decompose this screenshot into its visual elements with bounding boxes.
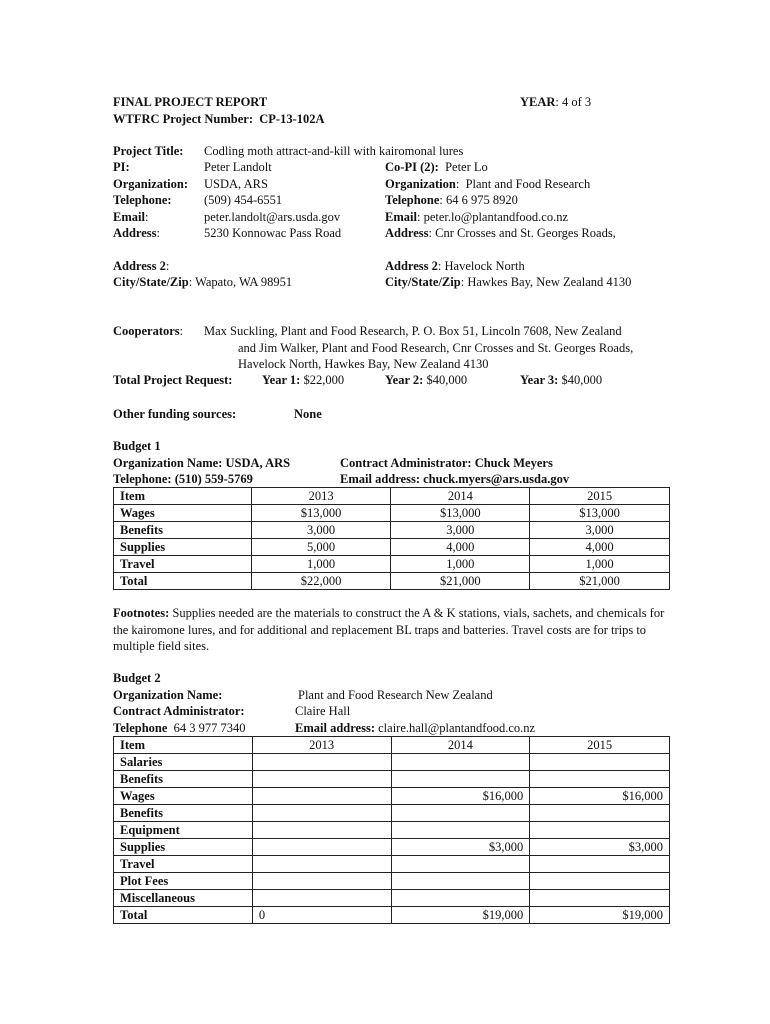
table-cell xyxy=(391,754,530,771)
copi-phone-line: Telephone: 64 6 975 8920 xyxy=(385,193,518,207)
table-cell: Total xyxy=(114,907,253,924)
year-label: YEAR xyxy=(520,95,556,109)
table-row xyxy=(114,890,670,907)
table-header-cell: Item xyxy=(114,737,253,754)
table-cell xyxy=(252,788,391,805)
table-row xyxy=(114,822,670,839)
copi-email-line: Email: peter.lo@plantandfood.co.nz xyxy=(385,210,569,224)
other-funding-value: None xyxy=(294,407,322,421)
copi-address-label: Address xyxy=(385,226,429,240)
pi-label-line: PI: xyxy=(113,160,130,174)
table-header-cell: 2015 xyxy=(530,488,670,505)
footnotes-label: Footnotes: xyxy=(113,606,170,620)
budget1-table xyxy=(113,487,670,590)
cooperators-line-3: Havelock North, Hawkes Bay, New Zealand 4130 xyxy=(238,357,489,371)
copi-address: Cnr Crosses and St. Georges Roads, xyxy=(435,226,616,240)
budget1-admin: Contract Administrator: Chuck Meyers xyxy=(340,456,553,470)
table-cell: Travel xyxy=(114,856,253,873)
report-title: FINAL PROJECT REPORT xyxy=(113,95,268,109)
year1-request xyxy=(262,372,344,388)
city-line: City/State/Zip: Wapato, WA 98951 xyxy=(113,275,293,289)
budget2-admin-label: Contract Administrator: xyxy=(113,704,245,718)
table-cell xyxy=(252,856,391,873)
budget1-org: Organization Name: USDA, ARS xyxy=(113,456,291,470)
table-cell: 1,000 xyxy=(251,556,391,573)
table-cell: 4,000 xyxy=(391,539,530,556)
table-cell xyxy=(530,890,670,907)
budget2-email[interactable]: claire.hall@plantandfood.co.nz xyxy=(378,721,536,735)
table-cell: $16,000 xyxy=(530,788,670,805)
budget2-phone-line xyxy=(113,720,246,736)
table-cell: $22,000 xyxy=(251,573,391,590)
table-row xyxy=(114,771,670,788)
footnotes xyxy=(113,605,675,655)
footnotes-text: Supplies needed are the materials to construct the A & K stations, vials, sachets, and chemicals for the kairomone lures, and for additional and replacement BL traps and batteries. Travel costs are for trips to multiple field sites. xyxy=(113,606,665,653)
table-row xyxy=(114,539,670,556)
table-row xyxy=(114,573,670,590)
table-cell xyxy=(252,839,391,856)
year3-value: $40,000 xyxy=(561,373,603,387)
table-cell: $19,000 xyxy=(530,907,670,924)
copi-address2: Havelock North xyxy=(444,259,525,273)
table-cell xyxy=(252,805,391,822)
year-value: : 4 of 3 xyxy=(555,95,592,109)
budget2-phone: 64 3 977 7340 xyxy=(173,721,246,735)
table-cell: Supplies xyxy=(114,539,252,556)
table-row xyxy=(114,505,670,522)
table-header-cell: 2014 xyxy=(391,737,530,754)
table-row xyxy=(114,754,670,771)
copi-email[interactable]: peter.lo@plantandfood.co.nz xyxy=(423,210,569,224)
budget2-org-label: Organization Name: xyxy=(113,688,223,702)
table-cell: $13,000 xyxy=(391,505,530,522)
year3-label: Year 3: xyxy=(520,373,559,387)
table-cell xyxy=(391,822,530,839)
table-cell xyxy=(530,873,670,890)
copi-line xyxy=(385,159,488,175)
pi-phone: (509) 454-6551 xyxy=(204,193,283,207)
copi-address-line: Address: Cnr Crosses and St. Georges Roads, xyxy=(385,226,616,240)
cooperators-label-line: Cooperators: xyxy=(113,324,184,338)
table-cell: Benefits xyxy=(114,771,253,788)
year2-label: Year 2: xyxy=(385,373,424,387)
pi-address: 5230 Konnowac Pass Road xyxy=(204,226,342,240)
table-cell: 4,000 xyxy=(530,539,670,556)
project-number-line xyxy=(113,111,325,127)
other-funding-label: Other funding sources: xyxy=(113,407,237,421)
copi-name: Peter Lo xyxy=(445,160,488,174)
budget2-email-label: Email address: xyxy=(295,721,375,735)
table-cell: $3,000 xyxy=(530,839,670,856)
copi-email-label: Email xyxy=(385,210,417,224)
table-cell: Benefits xyxy=(114,522,252,539)
year3-request xyxy=(520,372,602,388)
pi-email[interactable]: peter.landolt@ars.usda.gov xyxy=(204,210,341,224)
table-cell xyxy=(252,754,391,771)
copi-org-label: Organization xyxy=(385,177,456,191)
year-line xyxy=(520,94,591,110)
cooperators-label: Cooperators xyxy=(113,324,180,338)
project-number-label: WTFRC Project Number: xyxy=(113,112,254,126)
table-cell xyxy=(252,890,391,907)
table-row xyxy=(114,805,670,822)
email-label: Email xyxy=(113,210,145,224)
table-header-cell: 2015 xyxy=(530,737,670,754)
table-header-cell: Item xyxy=(114,488,252,505)
table-cell: Travel xyxy=(114,556,252,573)
table-header-row xyxy=(114,737,670,754)
table-row xyxy=(114,556,670,573)
copi-city-label: City/State/Zip xyxy=(385,275,461,289)
table-cell: Wages xyxy=(114,788,253,805)
table-cell: Salaries xyxy=(114,754,253,771)
table-cell xyxy=(252,771,391,788)
pi-name: Peter Landolt xyxy=(204,160,272,174)
pi-org: USDA, ARS xyxy=(204,177,268,191)
table-header-cell: 2013 xyxy=(251,488,391,505)
table-row xyxy=(114,839,670,856)
table-cell: $16,000 xyxy=(391,788,530,805)
year2-value: $40,000 xyxy=(426,373,468,387)
copi-phone: 64 6 975 8920 xyxy=(446,193,518,207)
table-cell: $19,000 xyxy=(391,907,530,924)
table-cell: 3,000 xyxy=(251,522,391,539)
project-number: CP-13-102A xyxy=(259,112,325,126)
table-cell xyxy=(391,805,530,822)
budget2-admin: Claire Hall xyxy=(295,704,351,718)
table-cell: 5,000 xyxy=(251,539,391,556)
copi-city: Hawkes Bay, New Zealand 4130 xyxy=(467,275,632,289)
table-row xyxy=(114,856,670,873)
project-title-line: Project Title: xyxy=(113,144,184,158)
budget2-org: Plant and Food Research New Zealand xyxy=(298,688,493,702)
cooperators-line-1: Max Suckling, Plant and Food Research, P. O. Box 51, Lincoln 7608, New Zealand xyxy=(204,324,622,338)
table-cell: Supplies xyxy=(114,839,253,856)
budget1-email: Email address: chuck.myers@ars.usda.gov xyxy=(340,472,570,486)
org-label-line: Organization: xyxy=(113,177,189,191)
table-cell xyxy=(530,822,670,839)
address-label: Address xyxy=(113,226,157,240)
table-header-cell: 2013 xyxy=(252,737,391,754)
address-label-line: Address: xyxy=(113,226,161,240)
table-cell: 3,000 xyxy=(391,522,530,539)
phone-label: Telephone xyxy=(113,193,168,207)
table-cell: 1,000 xyxy=(391,556,530,573)
address2-line: Address 2: xyxy=(113,259,170,273)
budget2-title: Budget 2 xyxy=(113,671,161,685)
project-title: Codling moth attract-and-kill with kairomonal lures xyxy=(204,144,464,158)
table-row xyxy=(114,522,670,539)
year2-request xyxy=(385,372,467,388)
table-row xyxy=(114,788,670,805)
table-cell: $21,000 xyxy=(391,573,530,590)
table-row xyxy=(114,907,670,924)
table-cell: $13,000 xyxy=(251,505,391,522)
phone-label-line: Telephone: xyxy=(113,193,172,207)
table-cell: Miscellaneous xyxy=(114,890,253,907)
table-cell: 0 xyxy=(252,907,391,924)
copi-city-line: City/State/Zip: Hawkes Bay, New Zealand 4130 xyxy=(385,275,632,289)
table-cell: Benefits xyxy=(114,805,253,822)
copi-org-line: Organization: Plant and Food Research xyxy=(385,177,591,191)
budget2-email-line xyxy=(295,720,535,736)
total-request-line xyxy=(113,372,232,388)
table-cell xyxy=(252,873,391,890)
table-cell xyxy=(252,822,391,839)
year1-label: Year 1: xyxy=(262,373,301,387)
table-cell xyxy=(530,856,670,873)
table-cell: $13,000 xyxy=(530,505,670,522)
budget1-title: Budget 1 xyxy=(113,439,161,453)
org-label: Organization xyxy=(113,177,184,191)
city-label: City/State/Zip xyxy=(113,275,189,289)
year1-value: $22,000 xyxy=(303,373,345,387)
table-cell: Equipment xyxy=(114,822,253,839)
total-request-label: Total Project Request: xyxy=(113,373,233,387)
copi-label: Co-PI (2): xyxy=(385,160,439,174)
table-cell xyxy=(391,873,530,890)
budget2-phone-label: Telephone xyxy=(113,721,168,735)
table-header-row xyxy=(114,488,670,505)
table-cell xyxy=(391,890,530,907)
table-cell: Wages xyxy=(114,505,252,522)
table-cell xyxy=(530,805,670,822)
table-header-cell: 2014 xyxy=(391,488,530,505)
project-title-label: Project Title xyxy=(113,144,180,158)
table-cell xyxy=(391,856,530,873)
table-cell: Total xyxy=(114,573,252,590)
pi-label: PI xyxy=(113,160,126,174)
table-cell xyxy=(530,771,670,788)
table-cell xyxy=(391,771,530,788)
table-cell: Plot Fees xyxy=(114,873,253,890)
table-cell: $3,000 xyxy=(391,839,530,856)
budget1-phone: Telephone: (510) 559-5769 xyxy=(113,472,253,486)
table-cell: 1,000 xyxy=(530,556,670,573)
copi-address2-label: Address 2 xyxy=(385,259,438,273)
email-label-line: Email: xyxy=(113,210,149,224)
address2-label: Address 2 xyxy=(113,259,166,273)
budget2-table xyxy=(113,736,670,924)
table-cell: 3,000 xyxy=(530,522,670,539)
table-cell xyxy=(530,754,670,771)
table-cell: $21,000 xyxy=(530,573,670,590)
cooperators-line-2: and Jim Walker, Plant and Food Research, Cnr Crosses and St. Georges Roads, xyxy=(238,341,634,355)
copi-address2-line: Address 2: Havelock North xyxy=(385,259,525,273)
copi-phone-label: Telephone xyxy=(385,193,440,207)
table-row xyxy=(114,873,670,890)
pi-city: Wapato, WA 98951 xyxy=(195,275,293,289)
copi-org: Plant and Food Research xyxy=(465,177,591,191)
